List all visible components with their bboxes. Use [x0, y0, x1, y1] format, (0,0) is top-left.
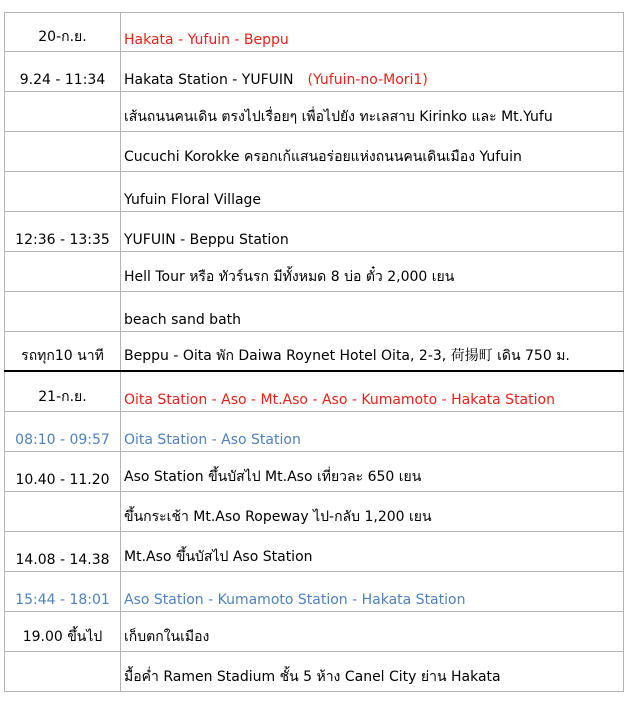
- desc-cell: Mt.Aso ขึ้นบัสไป Aso Station: [121, 532, 624, 571]
- desc-cell: Hell Tour หรือ ทัวร์นรก มีทั้งหมด 8 บ่อ ตั๋ว 2,000 เยน: [121, 252, 624, 291]
- time-cell: [4, 292, 121, 331]
- day-heading: Oita Station - Aso - Mt.Aso - Aso - Kumamoto - Hakata Station: [121, 372, 624, 411]
- table-row: [4, 452, 624, 492]
- table-row: [4, 572, 624, 612]
- table-row: [4, 52, 624, 92]
- desc-text: Hakata Station - YUFUIN: [124, 72, 294, 88]
- desc-cell: เส้นถนนคนเดิน ตรงไปเรื่อยๆ เพื่อไปยัง ทะเลสาบ Kirinko และ Mt.Yufu: [121, 92, 624, 131]
- time-cell: 10.40 - 11.20: [4, 452, 121, 491]
- time-cell: 14.08 - 14.38: [4, 532, 121, 571]
- time-cell: 08:10 - 09:57: [4, 412, 121, 451]
- time-cell: รถทุก10 นาที: [4, 332, 121, 370]
- time-cell: [4, 132, 121, 171]
- table-row: [4, 492, 624, 532]
- day-heading: Hakata - Yufuin - Beppu: [121, 13, 624, 51]
- table-row: [4, 372, 624, 412]
- desc-cell: เก็บตกในเมือง: [121, 612, 624, 651]
- table-row: [4, 132, 624, 172]
- table-row: [4, 92, 624, 132]
- table-row: [4, 652, 624, 692]
- desc-cell: Oita Station - Aso Station: [121, 412, 624, 451]
- itinerary-table: [4, 12, 624, 692]
- time-cell: [4, 92, 121, 131]
- desc-cell: ขึ้นกระเช้า Mt.Aso Ropeway ไป-กลับ 1,200 เยน: [121, 492, 624, 531]
- desc-cell: มื้อค่ำ Ramen Stadium ชั้น 5 ห้าง Canel City ย่าน Hakata: [121, 652, 624, 691]
- table-row: [4, 172, 624, 212]
- desc-cell: Beppu - Oita พัก Daiwa Roynet Hotel Oita, 2-3, 荷揚町 เดิน 750 ม.: [121, 332, 624, 370]
- desc-cell: YUFUIN - Beppu Station: [121, 212, 624, 251]
- time-cell: [4, 652, 121, 691]
- desc-cell: [121, 52, 624, 91]
- table-row: [4, 12, 624, 52]
- time-cell: [4, 252, 121, 291]
- table-row: [4, 612, 624, 652]
- table-row: [4, 212, 624, 252]
- train-name: (Yufuin-no-Mori1): [307, 72, 428, 88]
- time-cell: 20-ก.ย.: [4, 13, 121, 51]
- time-cell: 12:36 - 13:35: [4, 212, 121, 251]
- time-cell: [4, 172, 121, 211]
- desc-cell: Yufuin Floral Village: [121, 172, 624, 211]
- table-row: [4, 292, 624, 332]
- table-row: [4, 332, 624, 372]
- desc-cell: Cucuchi Korokke ครอกเก้แสนอร่อยแห่งถนนคนเดินเมือง Yufuin: [121, 132, 624, 171]
- desc-cell: Aso Station ขึ้นบัสไป Mt.Aso เที่ยวละ 650 เยน: [121, 452, 624, 491]
- table-row: [4, 532, 624, 572]
- time-cell: 21-ก.ย.: [4, 372, 121, 411]
- table-row: [4, 252, 624, 292]
- desc-cell: beach sand bath: [121, 292, 624, 331]
- table-row: [4, 412, 624, 452]
- time-cell: 9.24 - 11:34: [4, 52, 121, 91]
- time-cell: 15:44 - 18:01: [4, 572, 121, 611]
- time-cell: 19.00 ขึ้นไป: [4, 612, 121, 651]
- desc-cell: Aso Station - Kumamoto Station - Hakata Station: [121, 572, 624, 611]
- time-cell: [4, 492, 121, 531]
